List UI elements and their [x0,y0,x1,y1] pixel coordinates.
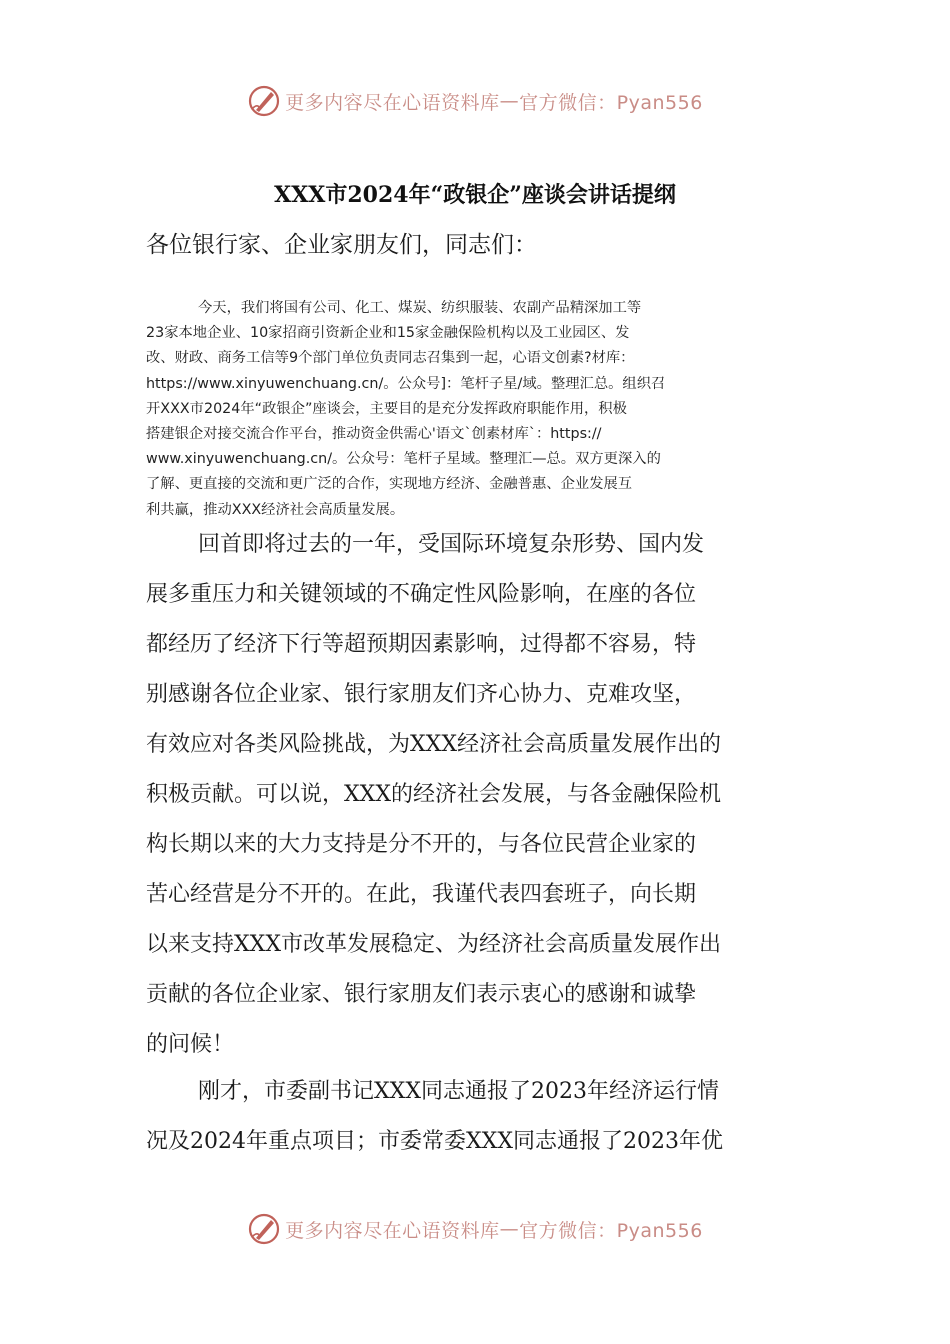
intro-line: 今天，我们将国有公司、化工、煤炭、纺织服装、农副产品精深加工等 [198,300,642,316]
intro-line: www.xinyuwenchuang.cn/。公众号：笔杆子星域。整理汇—总。双方更深入的 [146,451,661,468]
quill-pen-logo-icon [247,1212,281,1246]
paragraph-line: 构长期以来的大力支持是分不开的，与各位民营企业家的 [146,832,697,857]
salutation: 各位银行家、企业家朋友们，同志们： [146,232,537,258]
body-paragraph-1 [146,520,826,1070]
watermark-brand: 更多内容尽在心语资料库 [285,1219,500,1242]
watermark-contact: 官方微信：Pyan556 [519,91,703,114]
paragraph-line: 刚才，市委副书记XXX同志通报了2023年经济运行情 [198,1079,719,1104]
paragraph-line: 以来支持XXX市改革发展稳定、为经济社会高质量发展作出 [146,932,721,957]
intro-line: 搭建银企对接交流合作平台，推动资金供需心'语文`创素材库`：https:// [146,425,602,442]
intro-line: 利共赢，推动XXX经济社会高质量发展。 [146,501,405,518]
paragraph-line: 苦心经营是分不开的。在此，我谨代表四套班子，向长期 [146,882,697,907]
paragraph-line: 的问候！ [146,1032,235,1057]
watermark-separator: — [499,90,520,112]
watermark-contact: 官方微信：Pyan556 [519,1219,703,1242]
paragraph-line: 都经历了经济下行等超预期因素影响，过得都不容易，特 [146,632,697,657]
intro-line: 了解、更直接的交流和更广泛的合作，实现地方经济、金融普惠、企业发展互 [146,476,633,493]
footer-watermark [0,1212,950,1246]
intro-line: 改、财政、商务工信等9个部门单位负责同志召集到一起，心语文创素?材库： [146,350,635,367]
header-watermark [0,84,950,118]
intro-line: https://www.xinyuwenchuang.cn/。公众号]：笔杆子星/域。整理汇总。组织召 [146,375,666,392]
watermark-separator: — [499,1218,520,1240]
paragraph-line: 况及2024年重点项目；市委常委XXX同志通报了2023年优 [146,1129,723,1154]
document-title: XXX市2024年“政银企”座谈会讲话提纲 [274,182,676,208]
paragraph-line: 有效应对各类风险挑战，为XXX经济社会高质量发展作出的 [146,732,721,757]
paragraph-line: 展多重压力和关键领域的不确定性风险影响，在座的各位 [146,582,697,607]
body-paragraph-2 [146,1067,826,1167]
intro-line: 开XXX市2024年“政银企”座谈会，主要目的是充分发挥政府职能作用，积极 [146,400,627,417]
paragraph-line: 贡献的各位企业家、银行家朋友们表示衷心的感谢和诚挚 [146,982,697,1007]
paragraph-line: 别感谢各位企业家、银行家朋友们齐心协力、克难攻坚， [146,682,697,707]
quill-pen-logo-icon [247,84,281,118]
paragraph-line: 回首即将过去的一年，受国际环境复杂形势、国内发 [198,532,705,557]
watermark-brand: 更多内容尽在心语资料库 [285,91,500,114]
paragraph-line: 积极贡献。可以说，XXX的经济社会发展，与各金融保险机 [146,782,721,807]
intro-paragraph [146,296,806,523]
intro-line: 23家本地企业、10家招商引资新企业和15家金融保险机构以及工业园区、发 [146,325,630,342]
